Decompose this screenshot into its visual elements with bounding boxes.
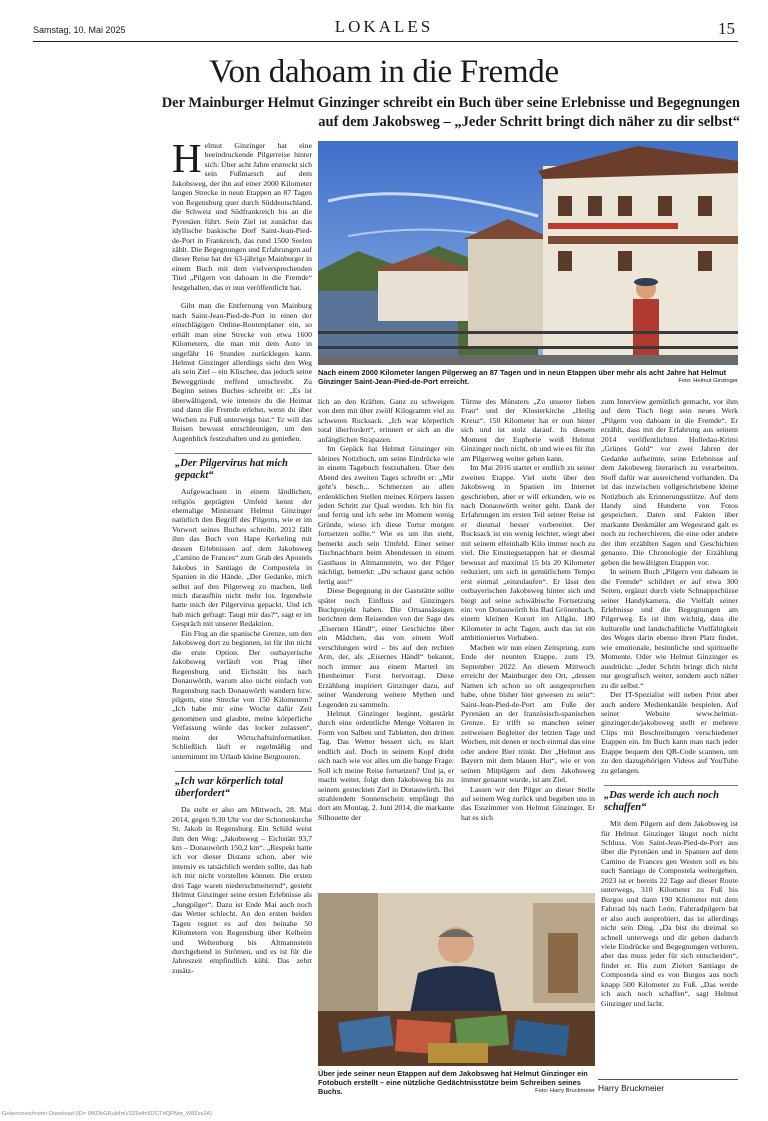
subheadline: Der Mainburger Helmut Ginzinger schreibt ein Buch über seine Erlebnisse und Begegnungen auf dem Jakobsweg – „Jeder Schritt bringt dich näher zu dir selbst“ <box>161 95 740 130</box>
paragraph: Im Mai 2016 startet er endlich zu seiner zweiten Etappe. Viel steht über den Jakobsweg in Spanien im Internet geschrieben, aber er will erkunden, wie es nach Donauwörth weiter geht. Dank der Erfahrungen im ersten Teil seiner Reise ist er diesmal besser vorbereitet. Der Rucksack ist ein wenig leichter, wiegt aber mit seinem elfeinhalb Kilo immer noch zu viel. Die Einstiegsetappen hat er diesmal bewusst auf maximal 15 bis 20 Kilometer reduziert, um sich in gemütlichem Tempo erst einmal „einzulaufen“. Er lässt den ostbayerischen Jakobsweg hinter sich und biegt auf seine schwäbische Fortsetzung ein: von Donauwörth bis Bad Grönenbach, einem kleinen Kurort im Allgäu. 180 Kilometer in acht Tagen, auch das ist ein ambitioniertes Vorhaben. <box>461 463 595 643</box>
paragraph: Machen wir nun einen Zeitsprung, zum Ende der neunten Etappe, zum 19. September 2022. An diesem Mittwoch erreicht der Mainburger den Ort, „dessen Namen ich schon so oft ausgesprochen habe, ohne bisher hier gewesen zu sein“: Saint-Jean-Pied-de-Port am Fuße der Pyrenäen an der französisch-spanischen Grenze. Er trifft so manchen seiner zeitweisen Begleiter der letzten Tage und Wochen, mit denen er noch einmal das eine oder andere Bier trinkt. Der „Helmut aus Bayern mit dem blauen Hut“, wie er von seinen Mitpilgern auf dem Jakobsweg immer genannt wurde, ist am Ziel. <box>461 642 595 785</box>
paragraph: Im Gepäck hat Helmut Ginzinger ein kleines Notizbuch, um seine Eindrücke wie in einem Tagebuch festzuhalten. Über den Abend des zweiten Tages schreibt er: „Mir geht’s besch... Schmerzen an allen erdenklichen Stellen meines Körpers lassen jeden Schritt zur Qual werden. Ich bin fix und fertig und ich sehe im Moment wenig Gründe, wieso ich diese Tortur morgen fortsetzen sollte.“ Wie es um ihn steht, bemerkt auch sein Umfeld. Einer seiner Tischnachbarn beim Abendessen in einem Gasthaus in Altmannstein, wo der Pilger nächtigt, bemerkt: „Du schaust ganz schön fertig aus!“ <box>318 444 454 586</box>
paragraph: zum Interview gemütlich gemacht, vor ihm auf dem Tisch liegt sein neues Werk „Pilgern von dahoam in die Fremde“. Er erzählt, dass mit der Erfahrung aus seinem 2014 veröffentlichten Holledau-Krimi „Grünes Gold“ vor zwei Jahren der Gedanke aufkeimte, seine Erlebnisse auf dem Jakobsweg literarisch zu verarbeiten. Stoff dafür war ausreichend vorhanden. Da ist das inzwischen vollgeschriebene kleine Notizbuch als Erinnerungsstütze. Auf dem Handy sind Hunderte von Fotos gespeichert. Daten und Fakten über markante Denkmäler am Wegesrand galt es noch zu recherchieren, die eine oder andere der ihm erzählten Sagen und Geschichten genauso. Die Chronologie der Erzählung geben die bewältigten Etappen vor. <box>601 397 738 567</box>
author-rule <box>598 1079 738 1080</box>
subheading <box>172 771 312 799</box>
caption-text: Über jede seiner neun Etappen auf dem Jakobsweg hat Helmut Ginzinger ein Fotobuch erstellt – eine nützliche Gedächtnisstütze beim Schreiben seines Buchs. <box>318 1069 588 1096</box>
paragraph: Der IT-Spezialist will neben Print aber auch andere Medienkanäle bespielen. Auf seiner Website www.helmut-ginzinger.de/jakobsweg stellt er mehrere Clips mit Beschreibungen verschiedener Etappen ein. Im Buch kann man nach jeder Etappe bequem den QR-Code scannen, um zu den dazugehörigen Videos auf YouTube zu gelangen. <box>601 690 738 775</box>
photo-2-caption <box>318 1069 595 1096</box>
drop-cap: H <box>172 135 202 181</box>
photo-credit: Foto: Harry Bruckmeier <box>535 1088 595 1094</box>
column-1 <box>172 135 312 975</box>
paragraph: In seinem Buch „Pilgern von dahoam in die Fremde“ schildert er auf etwa 300 Seiten, ergänzt durch viele Schnappschüsse seiner Handykamera, die Vielfalt seiner Erlebnisse und die Begegnungen am Pilgerweg. Es ist ihm wichtig, dass die kulturelle und landschaftliche Vielfältigkeit des Weges darin ebenso ihren Platz findet, wie emotionale, besinnliche und spirituelle Momente. Oder wie Helmut Ginzinger es ausdrückt: „Jeder Schritt bringt dich nicht nur geografisch weiter, sondern auch näher zu dir selbst.“ <box>601 567 738 690</box>
paragraph: Diese Begegnung in der Gaststätte sollte später noch Einfluss auf Ginzingers Buchprojekt haben. Die Ortsansässigen berichten dem Reisenden von der Sage des „Eisernen Händl“, einer Geschichte über ein Mädchen, das von einem Wolf verschlungen wird – bis auf den rechten Arm, der, als „Eisernes Händl“ bekannt, noch immer aus einem Marterl im Hienheimer Forst hervorragt. Diese Erzählung inspiriert Ginzinger dazu, auf seiner Wanderung weitere Mythen und Legenden zu sammeln. <box>318 586 454 709</box>
photo-fotobuch <box>318 893 595 1066</box>
column-2 <box>318 397 454 822</box>
subheading-rule <box>175 453 312 454</box>
paragraph: elmut Ginzinger hat eine beeindruckende Pilgerreise hinter sich: Über acht Jahre erstreckt sich sein Fußmarsch auf dem Jakobsweg, der ihn auf einer 2000 Kilometer langen Strecke in neun Etappen an 87 Tagen von Regensburg quer durch Süddeutschland, die Schweiz und Südfrankreich bis an die Pyrenäen führt. Sein Ziel ist zunächst das idyllische baskische Dorf Saint-Jean-Pied-de-Port in Frankreich, das rund 1500 Seelen zählt. Die Begegnungen und Erfahrungen auf dieser Reise hat der 63-jährige Mainburger in einem Buch mit dem vielversprechenden Titel „Pilgern von dahoam in die Fremde“ festgehalten, das er nun veröffentlicht hat. <box>172 141 312 292</box>
section-title: LOKALES <box>334 17 434 36</box>
paragraph: lich an den Kräften. Ganz zu schweigen von dem mit über zwölf Kilogramm viel zu schweren Rucksack. „Ich war körperlich total überfordert“, erinnert er sich an die anfänglichen Strapazen. <box>318 397 454 444</box>
subheading-text: „Der Pilgervirus hat mich gepackt“ <box>175 458 288 481</box>
paragraph: Helmut Ginzinger beginnt, gestärkt durch eine ordentliche Menge Voltaren in Form von Salben und Tabletten, den dritten Tag. Das Wetter bessert sich, es klart endlich auf. Doch in seinem Kopf dreht sich nach wie vor alles um die bange Frage: Soll ich meine Reise fortsetzen? Und ja, er macht weiter, folgt dem Jakobsweg bis zu seinem gesteckten Ziel in Donauwörth. Bei strahlendem Sonnenschein empfängt ihn dort am Montag, 2. Juni 2014, die markante Silhouette der <box>318 708 454 822</box>
subheading <box>601 785 738 813</box>
subheading-text: „Das werde ich auch noch schaffen“ <box>604 790 719 813</box>
man-with-photo-books-illustration <box>318 893 595 1066</box>
subheading-rule <box>604 785 738 786</box>
paragraph: Gibt man die Entfernung von Mainburg nach Saint-Jean-Pied-de-Port in einen der einschlägigen Online-Routenplaner ein, so erhält man eine Strecke von etwa 1600 Kilometern, die man mit dem Auto in ungefähr 16 Stunden zurücklegen kann. Helmut Ginzinger allerdings sieht den Weg als sein Ziel – ein Klischee, das jedoch seine Beweggründe treffend umschreibt. Zu Beginn seines Buches schreibt er: „Es ist überwältigend, wie intensiv du die Heimat und dann die Fremde erlebst, wenn du über Wochen zu Fuß unterwegs bist.“ Er will das Reisen bewusst entschleunigen, um den Augenblick festzuhalten und zu genießen. <box>172 301 312 443</box>
photo-saint-jean-pied-de-port <box>318 141 738 365</box>
header-rule <box>33 41 738 42</box>
download-watermark: Gekennzeichneter Download (ID= 6fKDbGRuktImV2Z6eltn5l7CTdQPNnr_W8Zsx2A) <box>2 1111 213 1117</box>
paragraph: Aufgewachsen in einem ländlichen, religiös geprägten Umfeld kennt der ehemalige Ministrant Helmut Ginzinger natürlich den Begriff des Pilgerns, wie er im Vorwort seines Buches schreibt. 2012 fällt ihm das Buch von Hape Kerkeling mit dessen Erlebnissen auf dem Jakobsweg „Camino de Frances“ zum Grab des Apostels Jakobus in Santiago de Compostela in Spanien in die Hände. „Der Gedanke, mich selbst auf den Pilgerweg zu machen, ließ mich daraufhin nicht mehr los. Irgendwie hatte mich der Pilgervirus gepackt. Und ich hab mich gefragt: Taugt mir das?“, sagt er im Gespräch mit unserer Redaktion. <box>172 487 312 629</box>
page-number: 15 <box>718 19 735 38</box>
subheading-text: „Ich war körperlich total überfordert“ <box>175 776 284 799</box>
headline: Von dahoam in die Fremde <box>209 54 559 90</box>
paragraph: Mit dem Pilgern auf dem Jakobsweg ist für Helmut Ginzinger längst noch nicht Schluss. Von Saint-Jean-Pied-de-Port aus über die Pyrenäen und in Spanien auf dem Camino de Frances gen Westen soll es bis nach Santiago de Compostela weitergehen. 2023 ist er bereits 22 Tage auf dieser Route unterwegs, 310 Kilometer zu Fuß bis Burgos und dann 190 Kilometer mit dem Fahrrad bis nach León. Fahrradpilgern hat er also auch ausprobiert, das ist allerdings nicht sein Ding. „Da bist du dreimal so schnell unterwegs und dir gehen dadurch viele Eindrücke und Begegnungen verloren, aber das muss jeder für sich entscheiden“, findet er. Bis zum Zielort Santiago de Compostela sind es von Burgos aus noch knapp 500 Kilometer zu Fuß. „Das werde ich auch noch schaffen“, sagt Helmut Ginzinger und lacht. <box>601 819 738 1008</box>
caption-text: Nach einem 2000 Kilometer langen Pilgerweg an 87 Tagen und in neun Etappen über mehr als acht Jahre hat Helmut Ginzinger Saint-Jean-Pied-de-Port erreicht. <box>318 368 727 386</box>
photo-credit: Foto: Helmut Ginzinger <box>678 378 738 384</box>
photo-1-caption <box>318 368 738 386</box>
subheading <box>172 453 312 481</box>
paragraph: Türme des Münsters „Zu unserer lieben Frau“ und der Klosterkirche „Heilig Kreuz“. 150 Kilometer hat er nun hinter sich und ist stolz darauf. In diesem Moment der Euphorie weiß Helmut Ginzinger noch nicht, ob und wie es für ihn am Pilgerweg weiter gehen kann. <box>461 397 595 463</box>
paragraph: Ein Flug an die spanische Grenze, um den Jakobsweg dort zu beginnen, ist für ihn nicht die erste Option. Der ostbayerische Jakobsweg verläuft von Prag über Regensburg und Eichstätt bis nach Donauwörth, warum also nicht einfach von Regensburg nach Donauwörth wandern bzw. pilgern, eine Strecke von 150 Kilometern? „Ich habe mir eine Woche dafür Zeit genommen und glaubte, meine körperliche Verfassung würde das locker zulassen“, meint der Wirtschaftsinformatiker. Schließlich läuft er regelmäßig und unternimmt im Urlaub kleine Bergtouren. <box>172 628 312 761</box>
author-byline: Harry Bruckmeier <box>598 1083 665 1093</box>
column-4 <box>601 397 738 1008</box>
paragraph: Da steht er also am Mittwoch, 28. Mai 2014, gegen 9.30 Uhr vor der Schottenkirche St. Jakob in Regensburg. Ein Schild weist ihm den Weg: „Jakobsweg – Eichstätt 93,7 km – Donauwörth 150,2 km“. „Respekt hatte ich vor dieser Distanz schon, aber wie intensiv es tatsächlich werden sollte, das hab ich mir nicht vorstellen können. Die ersten drei Tage waren niederschmetternd“, gesteht Helmut Ginzinger seine ersten Erlebnisse als „Jungpilger“. Dazu ist Ende Mai auch noch das Wetter schlecht. An den ersten beiden Tagen regnet es auf den beinahe 50 Kilometern von Regensburg über Kelheim und Weltenburg bis Altmannstein durchgehend in Strömen, und es ist für die Jahreszeit empfindlich kühl. Das zehrt zusätz- <box>172 805 312 975</box>
column-3 <box>461 397 595 822</box>
issue-date: Samstag, 10. Mai 2025 <box>33 25 126 35</box>
town-photo-illustration <box>318 141 738 365</box>
subheading-rule <box>175 771 312 772</box>
paragraph: Lassen wir den Pilger an dieser Stelle auf seinem Weg zurück und begeben uns in das Esszimmer von Helmut Ginzinger. Er hat es sich <box>461 784 595 822</box>
